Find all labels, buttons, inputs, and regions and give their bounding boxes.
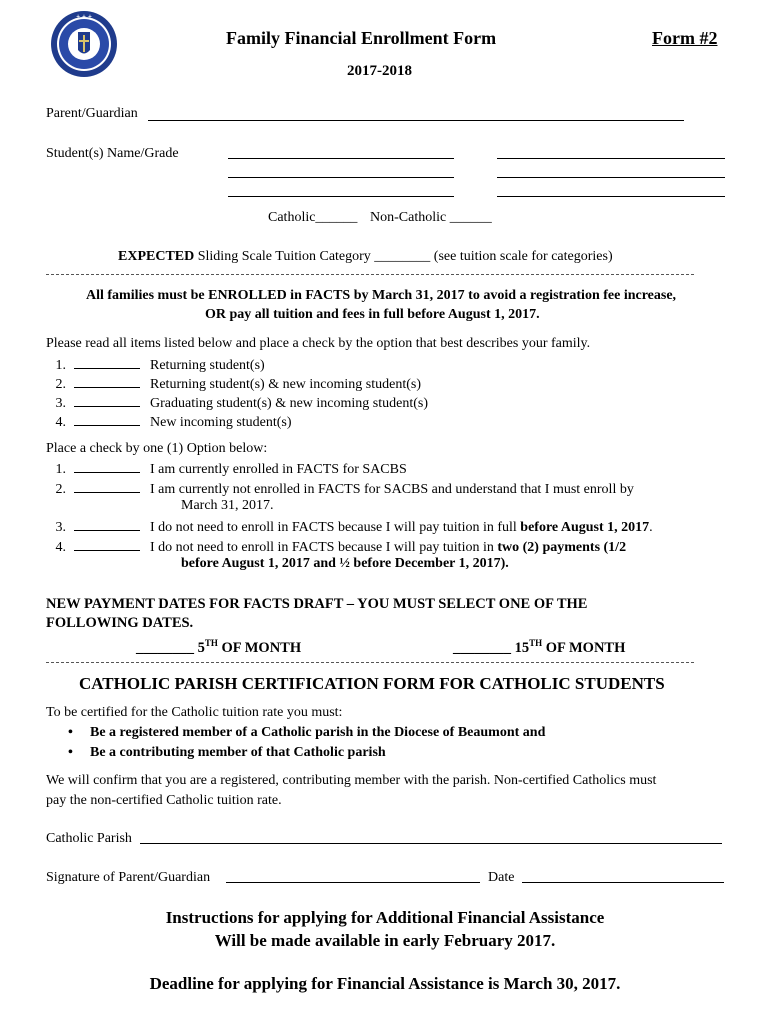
date-field[interactable] xyxy=(522,882,724,883)
list-item: 3. I do not need to enroll in FACTS because I will pay tuition in full before August 1, 2017. xyxy=(46,517,653,537)
payment-option-5th[interactable]: ________ 5TH OF MONTH xyxy=(136,638,302,656)
facts-notice-line-1: All families must be ENROLLED in FACTS by March 31, 2017 to avoid a registration fee increase, xyxy=(86,288,677,303)
parish-intro: To be certified for the Catholic tuition rate you must: xyxy=(46,705,343,720)
expected-label: EXPECTED xyxy=(118,249,195,264)
check-blank[interactable] xyxy=(74,479,140,493)
catholic-parish-field[interactable] xyxy=(140,843,722,844)
tuition-category-line xyxy=(118,248,613,266)
student-field-4[interactable] xyxy=(497,177,725,178)
payment-dates-heading-2: FOLLOWING DATES. xyxy=(46,615,194,631)
payment-option-15th[interactable]: ________ 15TH OF MONTH xyxy=(453,638,626,656)
list-item: • Be a registered member of a Catholic parish in the Diocese of Beaumont and xyxy=(68,725,546,740)
parish-confirm-line-1: We will confirm that you are a registered, contributing member with the parish. Non-certified Catholics must xyxy=(46,773,657,788)
tuition-category-text[interactable]: Sliding Scale Tuition Category ________ (see tuition scale for categories) xyxy=(194,249,613,264)
student-field-5[interactable] xyxy=(228,196,454,197)
list-item: 1. Returning student(s) xyxy=(46,355,428,374)
assistance-instructions-line-2: Will be made available in early February 2017. xyxy=(214,931,556,950)
date-label: Date xyxy=(488,870,515,885)
signature-label: Signature of Parent/Guardian xyxy=(46,870,211,885)
check-blank[interactable] xyxy=(74,517,140,531)
list-item: 2. Returning student(s) & new incoming student(s) xyxy=(46,374,428,393)
students-label: Student(s) Name/Grade xyxy=(46,146,179,161)
student-field-2[interactable] xyxy=(497,158,725,159)
list-item: 4. New incoming student(s) xyxy=(46,412,428,431)
divider-2 xyxy=(46,662,694,663)
check-blank[interactable] xyxy=(74,393,140,407)
parish-requirements xyxy=(68,724,545,764)
facts-options-list xyxy=(46,459,653,575)
list-item: 2. I am currently not enrolled in FACTS for SACBS and understand that I must enroll by xyxy=(46,479,653,497)
check-blank[interactable] xyxy=(74,459,140,473)
list-item-continuation: March 31, 2017. xyxy=(181,498,274,513)
school-seal-logo xyxy=(50,10,118,78)
parent-guardian-field[interactable] xyxy=(148,120,684,121)
family-options-intro: Please read all items listed below and place a check by the option that best describes your family. xyxy=(46,336,591,351)
list-item: 1. I am currently enrolled in FACTS for SACBS xyxy=(46,459,653,479)
assistance-instructions-line-1: Instructions for applying for Additional Financial Assistance xyxy=(165,908,605,927)
non-catholic-option[interactable]: Non-Catholic ______ xyxy=(370,210,492,225)
svg-text:+ + +: + + + xyxy=(75,14,93,20)
student-field-6[interactable] xyxy=(497,196,725,197)
catholic-option[interactable]: Catholic______ xyxy=(268,210,358,225)
catholic-parish-label: Catholic Parish xyxy=(46,831,132,846)
form-title: Family Financial Enrollment Form xyxy=(226,28,497,48)
assistance-deadline: Deadline for applying for Financial Assistance is March 30, 2017. xyxy=(149,974,621,993)
facts-notice-line-2: OR pay all tuition and fees in full before August 1, 2017. xyxy=(205,307,540,322)
family-options-list xyxy=(46,355,428,431)
check-blank[interactable] xyxy=(74,412,140,426)
form-number: Form #2 xyxy=(652,28,718,48)
list-item: 4. I do not need to enroll in FACTS because I will pay tuition in two (2) payments (1/2 xyxy=(46,537,653,555)
parish-heading: CATHOLIC PARISH CERTIFICATION FORM FOR CATHOLIC STUDENTS xyxy=(79,674,665,693)
check-blank[interactable] xyxy=(74,374,140,388)
parent-guardian-label: Parent/Guardian xyxy=(46,106,138,121)
list-item: • Be a contributing member of that Catholic parish xyxy=(68,745,386,760)
check-blank[interactable] xyxy=(74,355,140,369)
check-blank[interactable] xyxy=(74,537,140,551)
student-field-1[interactable] xyxy=(228,158,454,159)
list-item: 3. Graduating student(s) & new incoming student(s) xyxy=(46,393,428,412)
facts-options-intro: Place a check by one (1) Option below: xyxy=(46,441,268,456)
school-year: 2017-2018 xyxy=(347,63,412,79)
parish-confirm-line-2: pay the non-certified Catholic tuition rate. xyxy=(46,793,282,808)
list-item-continuation: before August 1, 2017 and ½ before December 1, 2017). xyxy=(181,556,509,571)
payment-dates-heading-1: NEW PAYMENT DATES FOR FACTS DRAFT – YOU MUST SELECT ONE OF THE xyxy=(46,596,588,612)
divider-1 xyxy=(46,274,694,275)
signature-field[interactable] xyxy=(226,882,480,883)
student-field-3[interactable] xyxy=(228,177,454,178)
